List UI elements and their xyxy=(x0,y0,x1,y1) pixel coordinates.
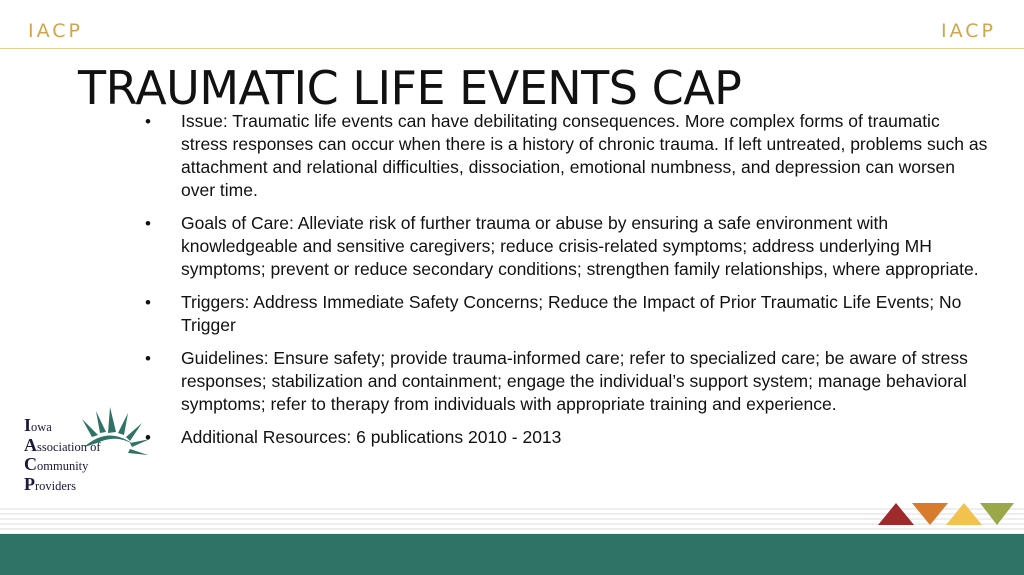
bullet-dot: • xyxy=(145,214,151,233)
bullet-text: Goals of Care: Alleviate risk of further trauma or abuse by ensuring a safe environment with knowledgeable and sensitive caregivers; reduce crisis-related symptoms; address underlying MH symptoms; prevent or reduce secondary conditions; strengthen family relationships, where appropriate. xyxy=(181,213,979,279)
logo-wordmark xyxy=(24,417,101,495)
logo-line-community xyxy=(24,456,101,476)
triangle-red xyxy=(878,503,914,525)
bullet-dot: • xyxy=(145,293,151,312)
bottom-stripes-decoration xyxy=(0,508,1024,534)
header-divider xyxy=(0,48,1024,49)
logo-initial: A xyxy=(24,434,37,455)
triangle-decoration-icon xyxy=(876,501,1016,529)
triangle-yellow xyxy=(946,503,982,525)
logo-initial: P xyxy=(24,473,35,494)
triangle-orange xyxy=(912,503,948,525)
bullet-dot: • xyxy=(145,349,151,368)
bullet-guidelines xyxy=(145,347,990,416)
triangle-green xyxy=(980,503,1014,525)
bullet-text: Guidelines: Ensure safety; provide trauma-informed care; refer to specialized care; be aware of stress responses; stabilization and containment; engage the individual’s support system; manage behavioral symptoms; refer to therapy from individuals with appropriate training and experience. xyxy=(181,348,968,414)
brand-left: IACP xyxy=(28,20,83,42)
bullet-text: Triggers: Address Immediate Safety Concerns; Reduce the Impact of Prior Traumatic Life Events; No Trigger xyxy=(181,292,962,335)
bullet-dot: • xyxy=(145,428,151,447)
bullet-text: Additional Resources: 6 publications 2010 - 2013 xyxy=(181,427,562,447)
logo-word: roviders xyxy=(35,478,76,493)
footer-band xyxy=(0,534,1024,575)
bullet-issue xyxy=(145,110,990,202)
bullet-triggers xyxy=(145,291,990,337)
logo-initial: I xyxy=(24,415,32,435)
bullet-list xyxy=(145,110,990,459)
bullet-goals-of-care xyxy=(145,212,990,281)
logo-initial: C xyxy=(24,454,37,474)
logo-line-providers xyxy=(24,473,101,496)
bullet-dot: • xyxy=(145,112,151,131)
logo-word: owa xyxy=(31,420,52,434)
bullet-additional-resources xyxy=(145,426,990,449)
brand-right: IACP xyxy=(941,20,996,42)
bullet-text: Issue: Traumatic life events can have debilitating consequences. More complex forms of traumatic stress responses can occur when there is a history of chronic trauma. If left untreated, problems such as attachment and relational difficulties, dissociation, emotional numbness, and depression can worsen over time. xyxy=(181,111,988,200)
slide-title: TRAUMATIC LIFE EVENTS CAP xyxy=(78,61,742,115)
logo-word: ommunity xyxy=(37,459,89,473)
logo-word: ssociation of xyxy=(37,439,101,454)
